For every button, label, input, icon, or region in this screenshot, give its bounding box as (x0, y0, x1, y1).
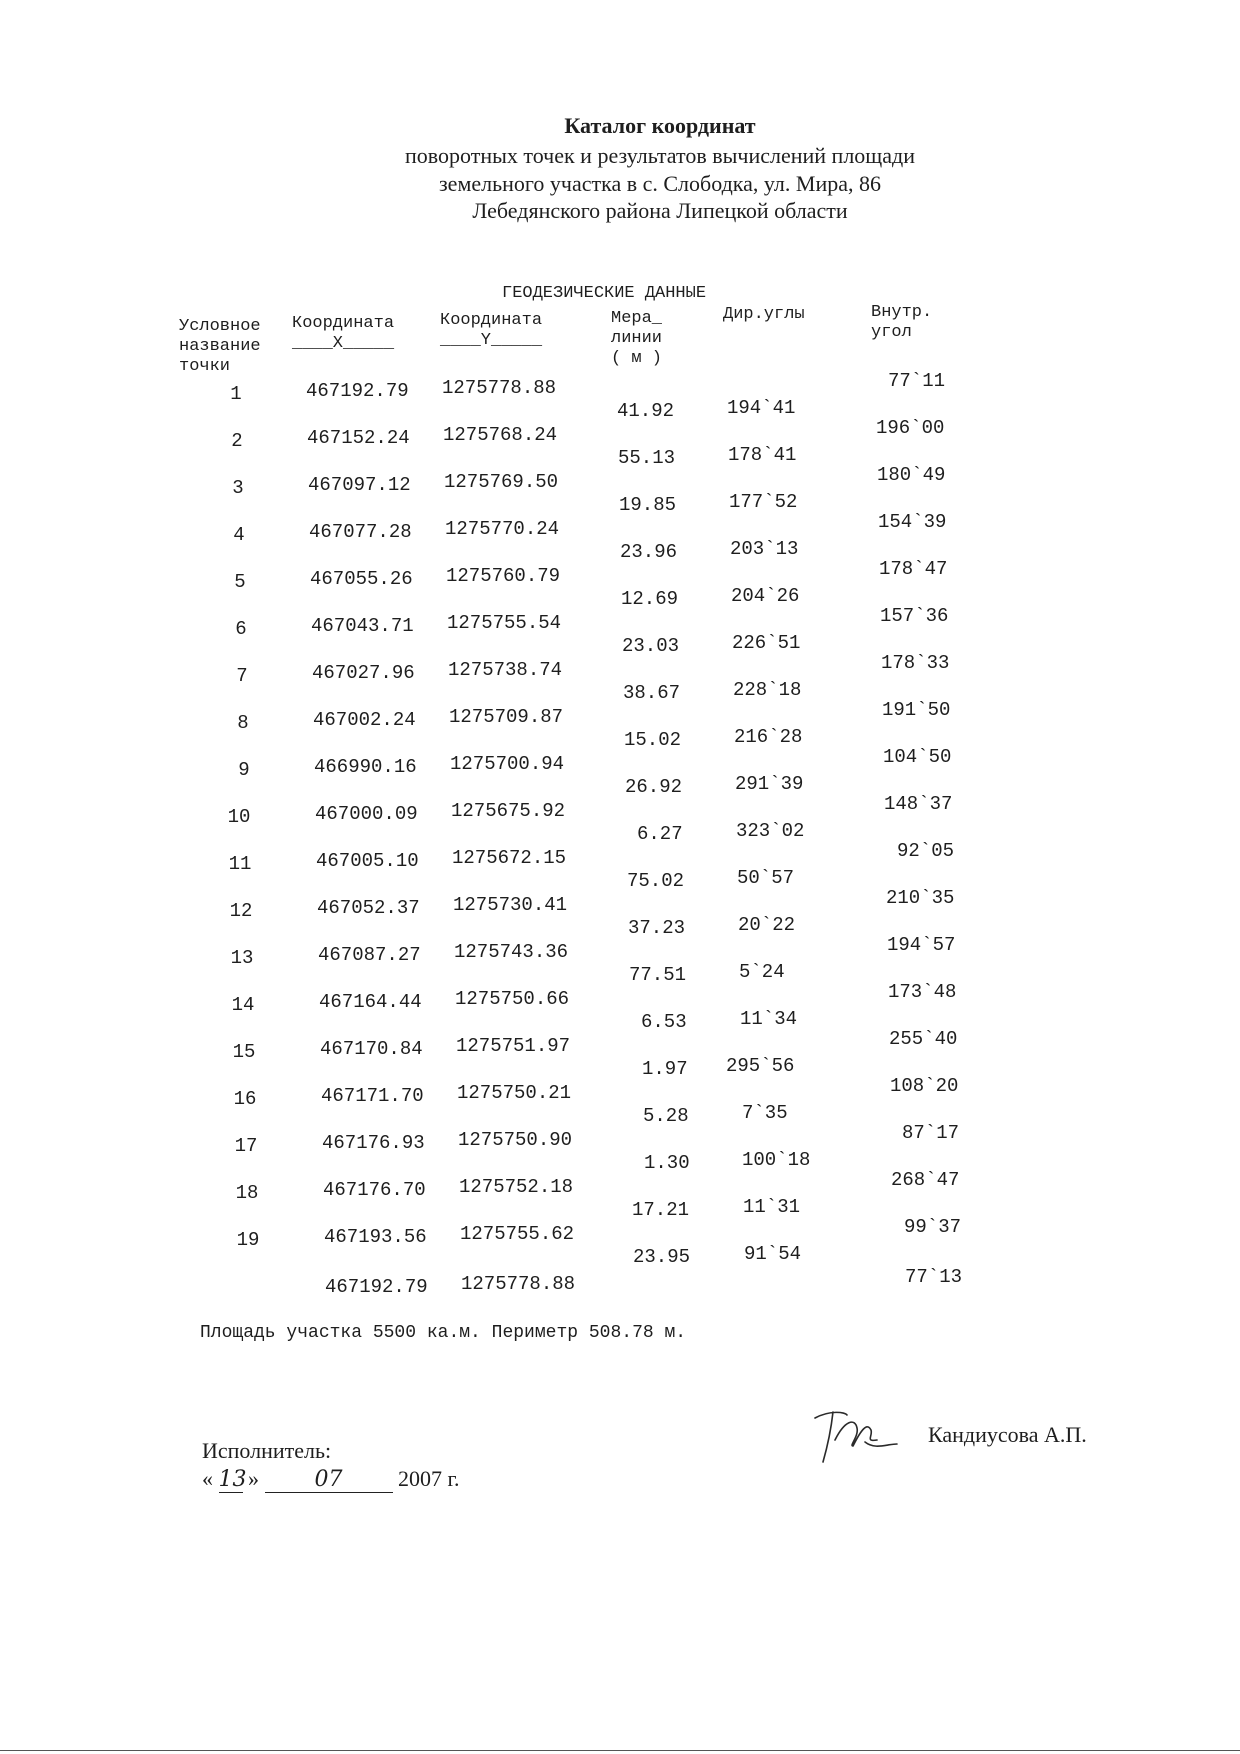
section-title: ГЕОДЕЗИЧЕСКИЕ ДАННЫЕ (502, 284, 707, 303)
point-number: 3 (232, 477, 244, 499)
inner-angle: 178`33 (881, 652, 950, 674)
date-month: 07 (265, 1467, 393, 1493)
direction-angle: 226`51 (732, 632, 801, 654)
header-y: Координата ____Y_____ (440, 311, 543, 350)
inner-angle: 255`40 (889, 1028, 958, 1050)
line-length: 12.69 (621, 588, 679, 610)
date-quote-close: » (248, 1466, 259, 1491)
inner-angle: 178`47 (879, 558, 948, 580)
date-year: 2007 г. (398, 1466, 460, 1491)
direction-angle: 178`41 (728, 444, 797, 466)
point-number: 11 (228, 853, 252, 875)
coord-x: 467170.84 (320, 1038, 423, 1060)
point-number: 9 (238, 759, 250, 781)
line-length: 23.95 (633, 1246, 691, 1268)
line-length: 55.13 (618, 447, 676, 469)
point-number: 17 (234, 1135, 258, 1157)
coord-y: 1275750.66 (455, 988, 570, 1010)
direction-angle: 20`22 (738, 914, 796, 936)
coord-y: 1275750.21 (457, 1082, 572, 1104)
coord-y: 1275709.87 (449, 706, 564, 728)
point-number: 12 (229, 900, 253, 922)
coord-x: 467176.70 (323, 1179, 426, 1201)
coord-x: 467176.93 (322, 1132, 425, 1154)
inner-angle: 108`20 (890, 1075, 959, 1097)
line-length: 23.03 (622, 635, 680, 657)
line-length: 6.53 (641, 1011, 687, 1033)
line-length: 19.85 (619, 494, 677, 516)
inner-angle: 92`05 (897, 840, 955, 862)
direction-angle: 5`24 (739, 961, 785, 983)
inner-angle: 194`57 (887, 934, 956, 956)
coord-y: 1275700.94 (450, 753, 565, 775)
coord-x: 467027.96 (312, 662, 415, 684)
signature-mark (805, 1400, 905, 1470)
inner-angle: 157`36 (880, 605, 949, 627)
direction-angle: 228`18 (733, 679, 802, 701)
line-length: 6.27 (637, 823, 683, 845)
inner-angle: 77`11 (888, 370, 946, 392)
line-length: 75.02 (627, 870, 685, 892)
coord-x: 467043.71 (311, 615, 414, 637)
coord-x: 467097.12 (308, 474, 411, 496)
coord-x: 467171.70 (321, 1085, 424, 1107)
direction-angle: 177`52 (729, 491, 798, 513)
header-length: Мера_ линии ( м ) (611, 309, 663, 368)
point-number: 16 (233, 1088, 257, 1110)
line-length: 23.96 (620, 541, 678, 563)
coord-x: 467164.44 (319, 991, 422, 1013)
direction-angle: 11`31 (743, 1196, 801, 1218)
coord-y: 1275769.50 (444, 471, 559, 493)
point-number: 13 (230, 947, 254, 969)
coord-y: 1275675.92 (451, 800, 566, 822)
coord-x: 466990.16 (314, 756, 417, 778)
signer-name: Кандиусова А.П. (928, 1422, 1087, 1447)
header-x: Координата ____X_____ (292, 314, 395, 353)
point-number: 7 (236, 665, 248, 687)
coord-y: 1275750.90 (458, 1129, 573, 1151)
coord-y: 1275755.62 (460, 1223, 575, 1245)
direction-angle: 91`54 (744, 1243, 802, 1265)
point-number: 14 (231, 994, 255, 1016)
executor-label: Исполнитель: (202, 1438, 332, 1463)
line-length: 26.92 (625, 776, 683, 798)
coord-x: 467052.37 (317, 897, 420, 919)
coord-x: 467192.79 (325, 1276, 428, 1298)
coord-y: 1275755.54 (447, 612, 562, 634)
coord-y: 1275778.88 (461, 1273, 576, 1295)
line-length: 41.92 (617, 400, 675, 422)
direction-angle: 7`35 (742, 1102, 788, 1124)
point-number: 18 (235, 1182, 259, 1204)
coord-y: 1275730.41 (453, 894, 568, 916)
point-number: 2 (231, 430, 243, 452)
inner-angle: 268`47 (891, 1169, 960, 1191)
point-number: 8 (237, 712, 249, 734)
header-point: Условное название точки (179, 317, 261, 376)
direction-angle: 216`28 (734, 726, 803, 748)
inner-angle: 87`17 (902, 1122, 960, 1144)
inner-angle: 148`37 (884, 793, 953, 815)
line-length: 5.28 (643, 1105, 689, 1127)
direction-angle: 100`18 (742, 1149, 811, 1171)
coord-x: 467002.24 (313, 709, 416, 731)
point-number: 6 (235, 618, 247, 640)
doc-subtitle-1: поворотных точек и результатов вычислений площади (405, 143, 915, 168)
inner-angle: 173`48 (888, 981, 957, 1003)
line-length: 38.67 (623, 682, 681, 704)
line-length: 1.30 (644, 1152, 690, 1174)
inner-angle: 77`13 (905, 1266, 963, 1288)
point-number: 10 (227, 806, 251, 828)
line-length: 15.02 (624, 729, 682, 751)
header-direction: Дир.углы (723, 305, 805, 324)
coord-y: 1275778.88 (442, 377, 557, 399)
line-length: 37.23 (628, 917, 686, 939)
date-line (202, 1466, 460, 1493)
coord-x: 467055.26 (310, 568, 413, 590)
inner-angle: 99`37 (904, 1216, 962, 1238)
inner-angle: 210`35 (886, 887, 955, 909)
coord-x: 467000.09 (315, 803, 418, 825)
doc-subtitle-2: земельного участка в с. Слободка, ул. Мира, 86 (438, 171, 882, 196)
direction-angle: 11`34 (740, 1008, 798, 1030)
date-day: 13 (218, 1467, 247, 1492)
point-number: 15 (232, 1041, 256, 1063)
date-quote-open: « (202, 1466, 213, 1491)
coord-y: 1275751.97 (456, 1035, 571, 1057)
inner-angle: 104`50 (883, 746, 952, 768)
scan-edge-line (0, 1750, 1240, 1751)
line-length: 17.21 (632, 1199, 690, 1221)
direction-angle: 204`26 (731, 585, 800, 607)
direction-angle: 203`13 (730, 538, 799, 560)
direction-angle: 323`02 (736, 820, 805, 842)
inner-angle: 154`39 (878, 511, 947, 533)
line-length: 77.51 (629, 964, 687, 986)
direction-angle: 50`57 (737, 867, 795, 889)
point-number: 4 (233, 524, 245, 546)
inner-angle: 180`49 (877, 464, 946, 486)
doc-subtitle-3: Лебедянского района Липецкой области (472, 198, 848, 223)
inner-angle: 196`00 (876, 417, 945, 439)
coord-x: 467192.79 (306, 380, 409, 402)
coord-y: 1275760.79 (446, 565, 561, 587)
coord-y: 1275738.74 (448, 659, 563, 681)
direction-angle: 291`39 (735, 773, 804, 795)
doc-title: Каталог координат (564, 113, 756, 138)
point-number: 19 (236, 1229, 260, 1251)
coord-y: 1275672.15 (452, 847, 567, 869)
coord-y: 1275743.36 (454, 941, 569, 963)
coord-y: 1275752.18 (459, 1176, 574, 1198)
point-number: 5 (234, 571, 246, 593)
point-number: 1 (230, 383, 242, 405)
line-length: 1.97 (642, 1058, 688, 1080)
coord-x: 467077.28 (309, 521, 412, 543)
header-inner-angle: Внутр. угол (871, 303, 933, 342)
direction-angle: 194`41 (727, 397, 796, 419)
coord-x: 467087.27 (318, 944, 421, 966)
inner-angle: 191`50 (882, 699, 951, 721)
coord-x: 467152.24 (307, 427, 410, 449)
area-perimeter-summary: Площадь участка 5500 ка.м. Периметр 508.78 м. (200, 1323, 687, 1343)
coord-y: 1275768.24 (443, 424, 558, 446)
coord-y: 1275770.24 (445, 518, 560, 540)
coord-x: 467193.56 (324, 1226, 427, 1248)
direction-angle: 295`56 (726, 1055, 795, 1077)
coord-x: 467005.10 (316, 850, 419, 872)
